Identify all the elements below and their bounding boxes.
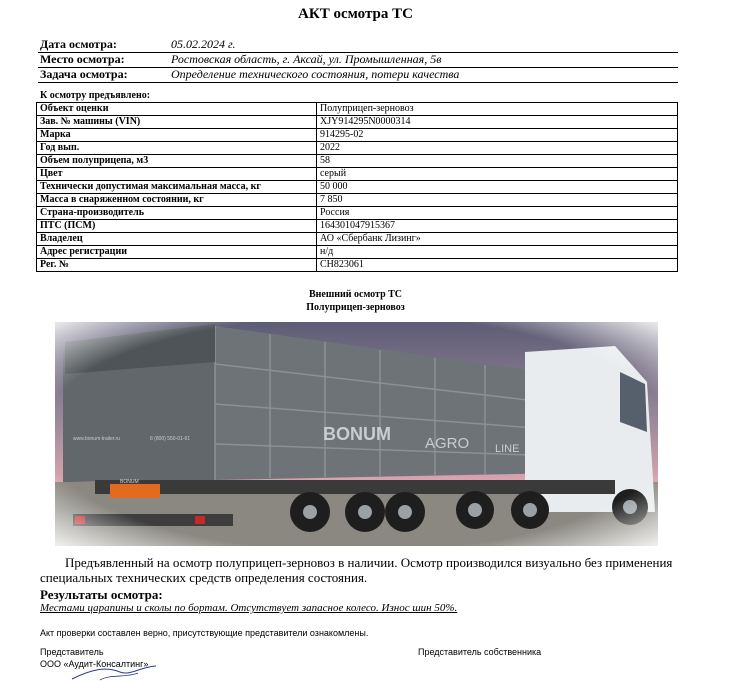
spec-row [37, 194, 678, 207]
header-value: 05.02.2024 г. [171, 37, 236, 51]
rep-left-org: ООО «Аудит-Консалтинг» [40, 659, 149, 669]
spec-row [37, 103, 678, 116]
spec-row [37, 155, 678, 168]
spec-value: XJY914295N0000314 [317, 116, 678, 129]
rep-right-title: Представитель собственника [418, 647, 542, 657]
spec-value: Полуприцеп-зерновоз [317, 103, 678, 116]
header-value: Определение технического состояния, потери качества [171, 67, 460, 81]
spec-value: 50 000 [317, 181, 678, 194]
spec-key: Страна-производитель [37, 207, 317, 220]
spec-key: Объем полуприцепа, м3 [37, 155, 317, 168]
header-row-place [38, 52, 678, 68]
vehicle-spec-table [36, 102, 678, 272]
results-text: Местами царапины и сколы по бортам. Отсутствует запасное колесо. Износ шин 50%. [40, 602, 458, 614]
spec-key: Зав. № машины (VIN) [37, 116, 317, 129]
signature-mark [70, 664, 160, 681]
header-value: Ростовская область, г. Аксай, ул. Промышленная, 5в [171, 52, 442, 66]
spec-row [37, 181, 678, 194]
document-title: АКТ осмотра ТС [298, 6, 413, 22]
photo-caption-subtitle: Полуприцеп-зерновоз [306, 302, 405, 313]
header-row-date [38, 37, 678, 53]
header-label: Дата осмотра: [40, 37, 117, 51]
spec-value: СН823061 [317, 259, 678, 272]
spec-row [37, 220, 678, 233]
header-row-task [38, 67, 678, 83]
spec-key: Объект оценки [37, 103, 317, 116]
spec-value: серый [317, 168, 678, 181]
spec-value: АО «Сбербанк Лизинг» [317, 233, 678, 246]
spec-row [37, 168, 678, 181]
spec-key: Цвет [37, 168, 317, 181]
spec-key: Рег. № [37, 259, 317, 272]
header-label: Место осмотра: [40, 52, 125, 66]
statement-text: Акт проверки составлен верно, присутствующие представители ознакомлены. [40, 628, 369, 638]
spec-key: Владелец [37, 233, 317, 246]
spec-key: Марка [37, 129, 317, 142]
rep-left-title: Представитель [40, 647, 104, 657]
spec-key: Год вып. [37, 142, 317, 155]
spec-row [37, 233, 678, 246]
spec-row [37, 207, 678, 220]
spec-row [37, 246, 678, 259]
spec-value: 164301047915367 [317, 220, 678, 233]
spec-row [37, 129, 678, 142]
paragraph-text: Предъявленный на осмотр полуприцеп-зерновоз в наличии. Осмотр производился визуально без применения специальных технических средств определения состояния. [40, 555, 673, 585]
trailer-photo [55, 322, 658, 546]
spec-key: Масса в снаряженном состоянии, кг [37, 194, 317, 207]
spec-value: 58 [317, 155, 678, 168]
spec-value: 914295-02 [317, 129, 678, 142]
spec-value: н/д [317, 246, 678, 259]
spec-value: 7 850 [317, 194, 678, 207]
spec-value: Россия [317, 207, 678, 220]
spec-row [37, 116, 678, 129]
photo-vignette [55, 322, 658, 546]
spec-row [37, 142, 678, 155]
presented-label: К осмотру предъявлено: [40, 90, 151, 101]
spec-key: Технически допустимая максимальная масса, кг [37, 181, 317, 194]
spec-row [37, 259, 678, 272]
results-heading: Результаты осмотра: [40, 587, 163, 602]
spec-key: ПТС (ПСМ) [37, 220, 317, 233]
spec-key: Адрес регистрации [37, 246, 317, 259]
inspection-paragraph [40, 555, 680, 585]
header-label: Задача осмотра: [40, 67, 128, 81]
photo-caption-title: Внешний осмотр ТС [308, 289, 403, 300]
spec-value: 2022 [317, 142, 678, 155]
